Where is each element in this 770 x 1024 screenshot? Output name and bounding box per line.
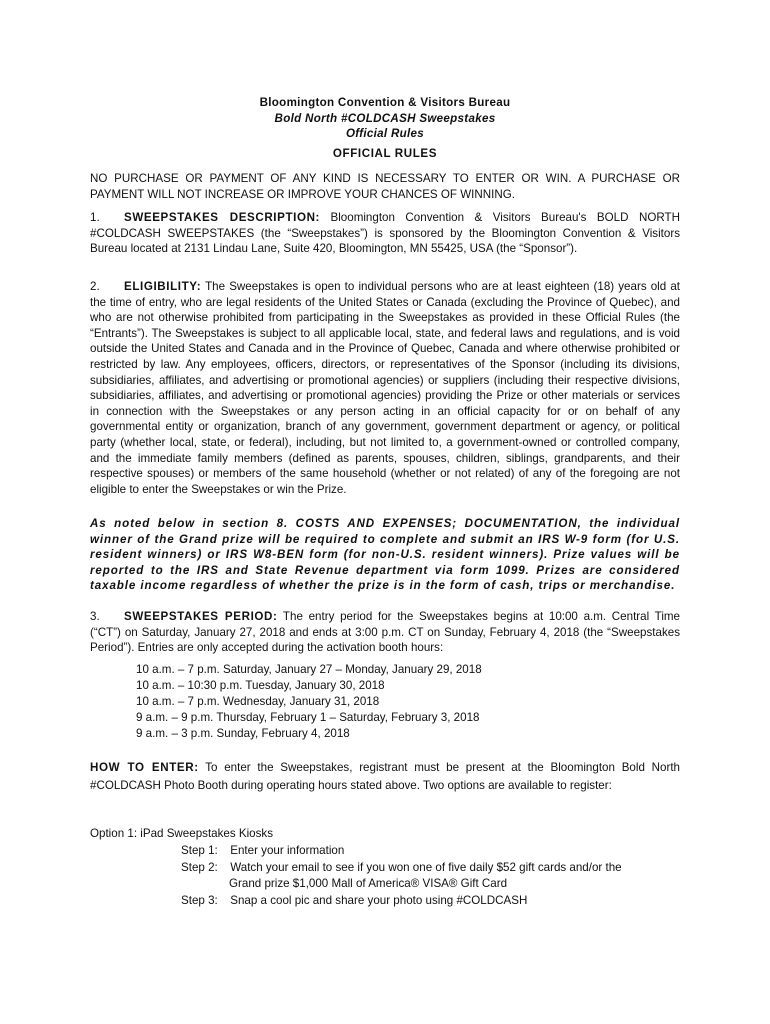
step-text: Snap a cool pic and share your photo using #COLDCASH <box>230 893 528 907</box>
option-1-steps <box>181 843 622 909</box>
section-period <box>90 609 680 656</box>
intro-paragraph <box>90 171 680 202</box>
option-1-title: Option 1: iPad Sweepstakes Kiosks <box>90 827 274 840</box>
step-label: Step 3: <box>181 893 218 907</box>
step-continuation: Grand prize $1,000 Mall of America® VISA® Gift Card <box>229 877 508 890</box>
step-label: Step 2: <box>181 860 218 874</box>
tax-notice <box>90 516 680 594</box>
hours-item: 10 a.m. – 7 p.m. Wednesday, January 31, 2018 <box>136 695 380 708</box>
hours-item: 9 a.m. – 9 p.m. Thursday, February 1 – Saturday, February 3, 2018 <box>136 711 480 724</box>
section-text: The entry period for the Sweepstakes begins at 10:00 a.m. Central Time (“CT”) on Saturday, January 27, 2018 and ends at 3:00 p.m. CT on Sunday, February 4, 2018 (the “Sweepstakes Period”). Entries are only accepted during the activation booth hours: <box>90 610 680 655</box>
hours-item: 10 a.m. – 7 p.m. Saturday, January 27 – Monday, January 29, 2018 <box>136 663 482 676</box>
step-text: Watch your email to see if you won one of five daily $52 gift cards and/or the <box>230 860 622 874</box>
tax-notice-text: As noted below in section 8. COSTS AND EXPENSES; DOCUMENTATION, the individual winner of the Grand prize will be required to complete and submit an IRS W-9 form (for U.S. resident winners) or IRS W8-BEN form (for non-U.S. resident winners). Prize values will be reported to the IRS and State Revenue department via form 1099. Prizes are considered taxable income regardless of whether the prize is in the form of cash, trips or merchandise. <box>90 517 680 593</box>
document-header <box>0 95 770 142</box>
step-text: Enter your information <box>230 844 345 857</box>
section-text: The Sweepstakes is open to individual persons who are at least eighteen (18) years old at the time of entry, who are legal residents of the United States or Canada (excluding the Province of Quebec), and who are not otherwise prohibited from participating in the Sweepstakes as provided in these Official Rules (the “Entrants”). The Sweepstakes is subject to all applicable local, state, and federal laws and regulations, and is void outside the United States and Canada and in the Province of Quebec, Canada and where otherwise prohibited or restricted by law. Any employees, officers, directors, or representatives of the Sponsor (including its divisions, subsidiaries, affiliates, and advertising or promotional agencies) or suppliers (including their respective divisions, subsidiaries, affiliates, and advertising or promotional agencies) providing the Prize or other materials or services in connection with the Sweepstakes or any person acting in an official capacity for or on behalf of any governmental entity or organization, branch of any government, government department or agency, or political party (whether local, state, or federal), including, but not limited to, a government-owned or controlled company, and the immediate family members (defined as parents, spouses, children, siblings, grandparents, and their respective spouses) or members of the same household (whether or not related) of any of the foregoing are not eligible to enter the Sweepstakes or win the Prize. <box>90 280 680 496</box>
organization-name: Bloomington Convention & Visitors Bureau <box>259 96 511 109</box>
official-rules-title: OFFICIAL RULES <box>332 147 438 160</box>
section-eligibility <box>90 279 680 497</box>
how-to-enter-label: HOW TO ENTER: <box>90 761 199 774</box>
how-to-enter <box>90 759 680 795</box>
step-item <box>181 843 622 860</box>
how-to-enter-text: To enter the Sweepstakes, registrant must be present at the Bloomington Bold North #COLDCASH Photo Booth during operating hours stated above. Two options are available to register: <box>90 761 680 792</box>
section-number: 3. <box>90 610 100 623</box>
booth-hours-list <box>136 662 482 742</box>
document-subtitle: Official Rules <box>345 127 425 141</box>
step-item <box>181 893 622 910</box>
section-number: 2. <box>90 280 100 293</box>
hours-item: 9 a.m. – 3 p.m. Sunday, February 4, 2018 <box>136 727 350 740</box>
section-label: SWEEPSTAKES DESCRIPTION: <box>124 211 321 224</box>
section-number: 1. <box>90 211 100 224</box>
step-item <box>181 860 622 877</box>
sweepstakes-name: Bold North #COLDCASH Sweepstakes <box>274 111 496 125</box>
section-text: Bloomington Convention & Visitors Bureau's BOLD NORTH #COLDCASH SWEEPSTAKES (the “Sweepstakes”) is sponsored by the Bloomington Convention & Visitors Bureau located at 2131 Lindau Lane, Suite 420, Bloomington, MN 55425, USA (the “Sponsor”). <box>90 211 680 256</box>
section-description <box>90 210 680 257</box>
hours-item: 10 a.m. – 10:30 p.m. Tuesday, January 30, 2018 <box>136 679 385 692</box>
section-label: SWEEPSTAKES PERIOD: <box>124 610 278 623</box>
step-label: Step 1: <box>181 844 218 857</box>
intro-text: NO PURCHASE OR PAYMENT OF ANY KIND IS NECESSARY TO ENTER OR WIN. A PURCHASE OR PAYMENT WILL NOT INCREASE OR IMPROVE YOUR CHANCES OF WINNING. <box>90 172 680 201</box>
section-label: ELIGIBILITY: <box>124 280 202 293</box>
